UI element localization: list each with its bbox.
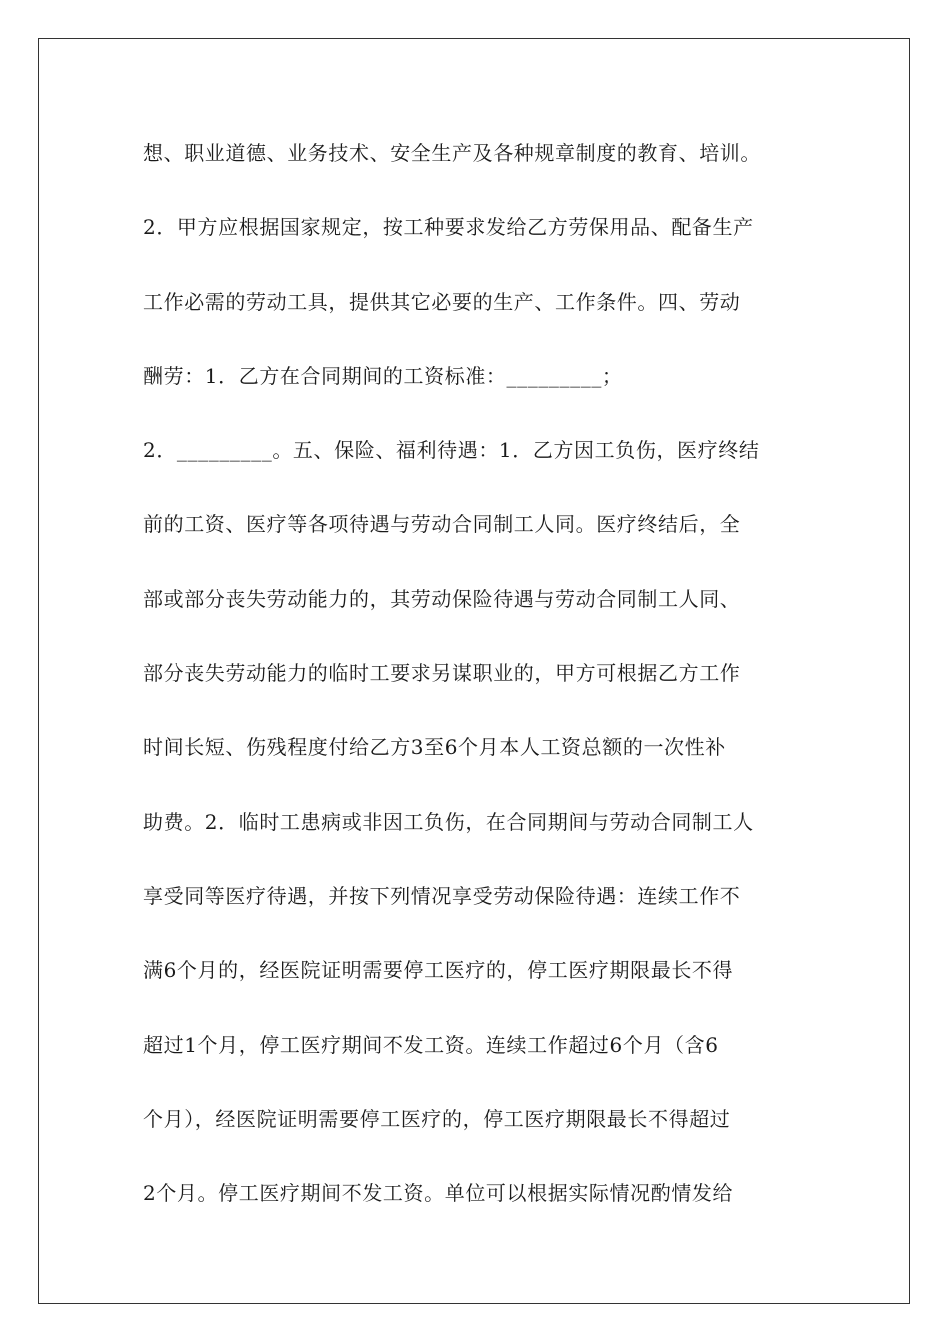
text-line: 2个月。停工医疗期间不发工资。单位可以根据实际情况酌情发给	[143, 1181, 734, 1206]
text-line: 前的工资、医疗等各项待遇与劳动合同制工人同。医疗终结后，全	[143, 512, 741, 537]
document-body	[143, 131, 823, 1245]
text-line: 想、职业道德、业务技术、安全生产及各种规章制度的教育、培训。	[143, 141, 761, 165]
text-line: 2．甲方应根据国家规定，按工种要求发给乙方劳保用品、配备生产	[143, 215, 754, 240]
text-line: 2．_________。五、保险、福利待遇：1．乙方因工负伤，医疗终结	[143, 438, 760, 463]
text-line: 部分丧失劳动能力的临时工要求另谋职业的，甲方可根据乙方工作	[143, 661, 741, 686]
text-line: 超过1个月，停工医疗期间不发工资。连续工作超过6个月（含6	[143, 1032, 719, 1057]
text-line: 个月），经医院证明需要停工医疗的，停工医疗期限最长不得超过	[143, 1106, 731, 1131]
text-line: 享受同等医疗待遇，并按下列情况享受劳动保险待遇：连续工作不	[143, 883, 741, 908]
text-line: 酬劳：1．乙方在合同期间的工资标准：_________；	[143, 363, 623, 388]
text-line: 时间长短、伤残程度付给乙方3至6个月本人工资总额的一次性补	[143, 735, 726, 760]
text-line: 助费。2．临时工患病或非因工负伤，在合同期间与劳动合同制工人	[143, 809, 754, 834]
text-line: 部或部分丧失劳动能力的，其劳动保险待遇与劳动合同制工人同、	[143, 586, 741, 611]
text-line: 工作必需的劳动工具，提供其它必要的生产、工作条件。四、劳动	[143, 289, 741, 314]
text-line: 满6个月的，经医院证明需要停工医疗的，停工医疗期限最长不得	[143, 958, 734, 983]
